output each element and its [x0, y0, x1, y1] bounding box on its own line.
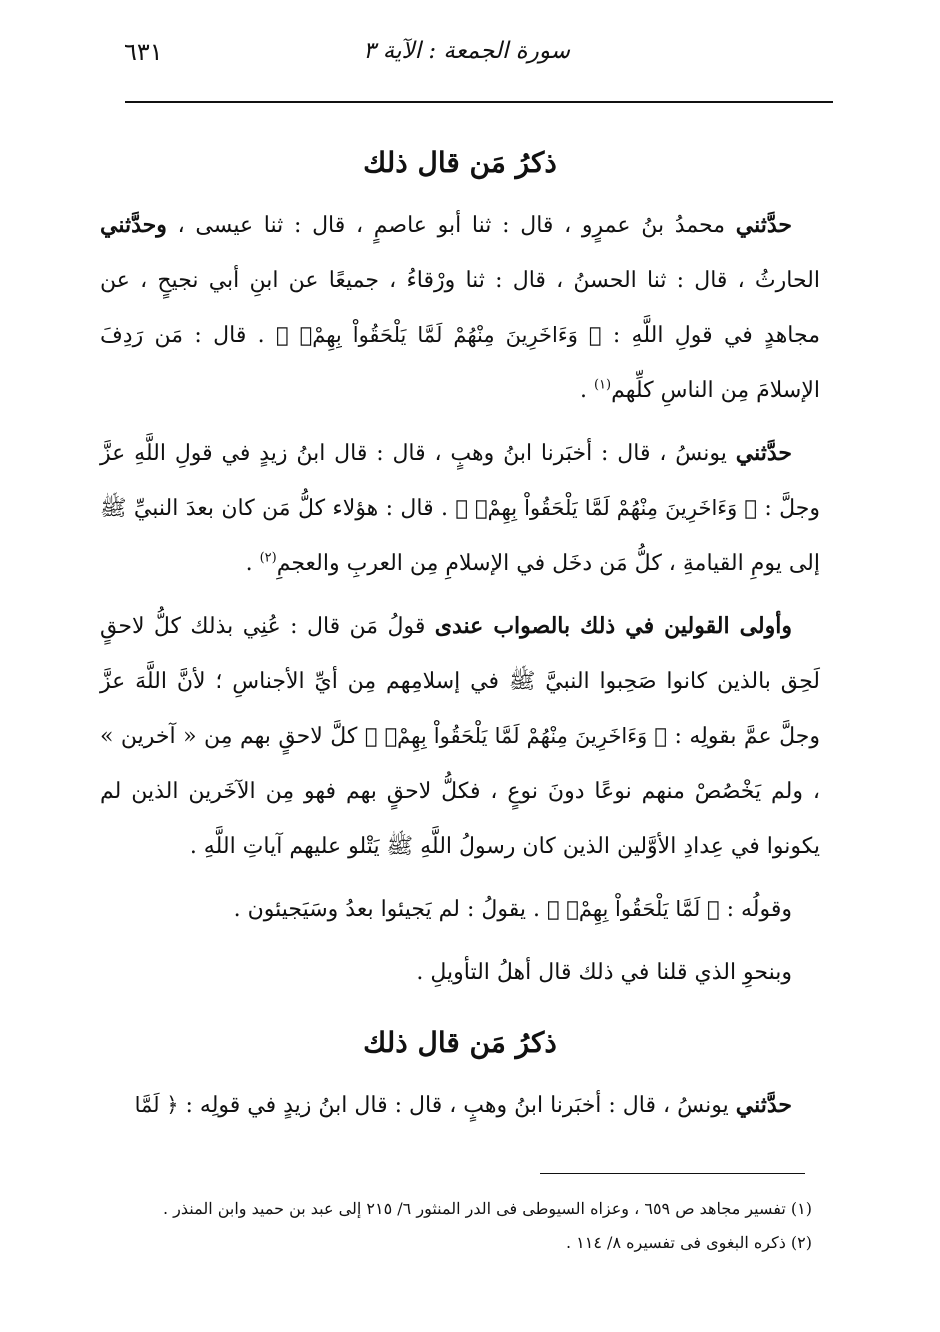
- paragraph-end: .: [579, 378, 594, 403]
- paragraph-1: [100, 198, 820, 418]
- footnotes: [100, 1192, 812, 1260]
- quran-quote: ﴿ وَءَاخَرِينَ مِنْهُمْ لَمَّا يَلْحَقُواْ بِهِمْۚ ﴾: [455, 496, 757, 520]
- paragraph-text: . قال : مَن رَدِفَ الإسلامَ مِن الناسِ كلِّهم: [100, 323, 820, 403]
- paragraph-2: [100, 426, 820, 591]
- quran-quote: ﴿ وَءَاخَرِينَ مِنْهُمْ لَمَّا يَلْحَقُواْ بِهِمْۚ ﴾: [276, 323, 602, 347]
- paragraph-text: كلَّ لاحقٍ بهم مِن « آخرين » ، ولم يَخْصُصْ منهم نوعًا دونَ نوعٍ ، فكلُّ لاحقٍ بهم فهو مِن الآخَرين الذين لم يكونوا في عِدادِ الأوَّلين الذين كان رسولُ اللَّهِ ﷺ يَتْلو عليهم آياتِ اللَّهِ .: [100, 724, 820, 859]
- header-rule: [125, 101, 833, 103]
- paragraph-text: . قال : هؤلاء كلُّ مَن كان بعدَ النبيِّ ﷺ إلى يومِ القيامةِ ، كلُّ مَن دخَل في الإسلامِ مِن العربِ والعجمِ: [100, 496, 820, 576]
- footnote: (١) تفسير مجاهد ص ٦٥٩ ، وعزاه السيوطى فى الدر المنثور ٦/ ٢١٥ إلى عبد بن حميد وابن المنذر .: [162, 1199, 812, 1218]
- page-body: [100, 128, 820, 1141]
- footnote-rule: [540, 1173, 805, 1174]
- page-header: [110, 38, 830, 78]
- paragraph-text: محمدُ بنُ عمرٍو ، قال : ثنا أبو عاصمٍ ، قال : ثنا عيسى ،: [166, 213, 736, 238]
- paragraph-text: وقولُه :: [719, 897, 792, 922]
- quran-quote: ﴿ لَمَّا: [134, 1093, 179, 1117]
- paragraph-6: [100, 1078, 820, 1133]
- paragraph-text: يونسُ ، قال : أخبَرنا ابنُ وهبٍ ، قال : قال ابنُ زيدٍ في قولِه :: [178, 1093, 736, 1118]
- page-number: ٦٣١: [124, 38, 163, 66]
- paragraph-lead: وأولى القولين في ذلك بالصواب عندى: [434, 613, 792, 639]
- paragraph-lead: حدَّثني: [735, 212, 792, 238]
- section-heading: ذكرُ مَن قال ذلك: [363, 146, 557, 179]
- paragraph-text: قولُ مَن قال : عُنِي بذلك كلُّ لاحقٍ لَحِق بالذين كانوا صَحِبوا النبيَّ ﷺ في إسلامِهم مِن أيِّ الأجناسِ ؛ لأنَّ اللَّهَ عزَّ وجلَّ عمَّ بقولِه :: [100, 614, 820, 749]
- footnote-reference[interactable]: (١): [593, 377, 612, 393]
- paragraph-text: يونسُ ، قال : أخبَرنا ابنُ وهبٍ ، قال : قال ابنُ زيدٍ في قولِ اللَّهِ عزَّ وجلَّ :: [100, 441, 820, 521]
- paragraph-text: . يقولُ : لم يَجيئوا بعدُ وسَيَجيئون .: [233, 897, 547, 922]
- paragraph-bold-term: وحدَّثني: [100, 212, 167, 238]
- section-heading: ذكرُ مَن قال ذلك: [363, 1026, 557, 1059]
- paragraph-text: وبنحوِ الذي قلنا في ذلك قال أهلُ التأويلِ .: [416, 960, 792, 985]
- paragraph-text: الحارثُ ، قال : ثنا الحسنُ ، قال : ثنا ورْقاءُ ، جميعًا عن ابنِ أبي نجيحٍ ، عن مجاهدٍ في قولِ اللَّهِ :: [100, 268, 820, 348]
- paragraph-lead: حدَّثني: [735, 440, 792, 466]
- paragraph-3: [100, 599, 820, 874]
- quran-quote: ﴿ وَءَاخَرِينَ مِنْهُمْ لَمَّا يَلْحَقُواْ بِهِمْۚ ﴾: [364, 724, 668, 748]
- running-title: سورة الجمعة : الآية ٣: [363, 38, 570, 64]
- paragraph-4: [100, 882, 820, 937]
- paragraph-end: .: [245, 551, 260, 576]
- footnote-reference[interactable]: (٢): [259, 550, 277, 566]
- paragraph-lead: حدَّثني: [735, 1092, 792, 1118]
- footnote: (٢) ذكره البغوى فى تفسيره ٨/ ١١٤ .: [566, 1233, 812, 1252]
- paragraph-5: [100, 945, 820, 1000]
- quran-quote: ﴿ لَمَّا يَلْحَقُواْ بِهِمْۚ ﴾: [546, 897, 720, 921]
